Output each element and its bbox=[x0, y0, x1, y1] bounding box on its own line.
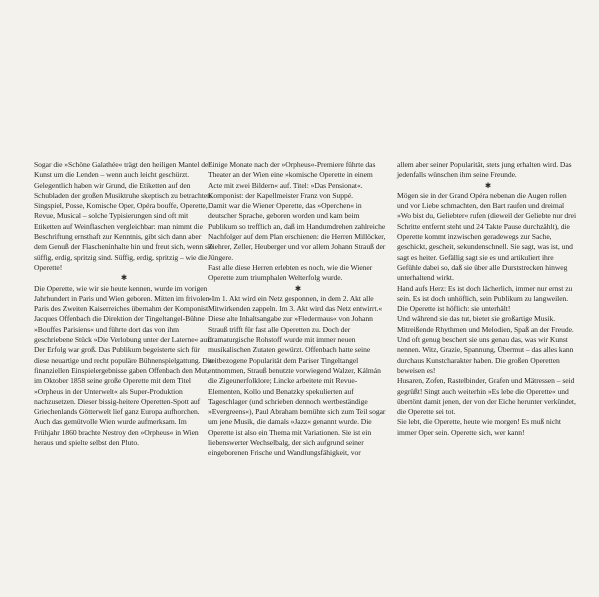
paragraph: Sogar die »Schöne Galathée« trägt den heiligen Mantel der Kunst um die Lenden – wenn auch leicht geschürzt. Gelegentlich haben wir Grund, die Etiketten auf den Schubladen der großen Musiktruhe skeptisch zu betrachten. Singspiel, Posse, Komische Oper, Opéra bouffe, Operette, Revue, Musical – solche Typisierungen sind oft mit Etiketten auf Weinflaschen vergleichbar: man nimmt die Beschriftung ernsthaft zur Kenntnis, gibt sich dann aber dem Genuß der Flascheninhalte hin und freut sich, wenn sie süffig, erdig, spritzig sind. Süffig, erdig, spritzig – wie die Operette! bbox=[34, 160, 214, 272]
text-column-1 bbox=[34, 160, 214, 448]
paragraph: Damit war die Wiener Operette, das »Operchen« in deutscher Sprache, geboren worden und kam beim Publikum so trefflich an, daß im Handumdrehen zahlreiche Nachfolger auf dem Plan erschienen: die Herren Millöcker, Ziehrer, Zeller, Heuberger und vor allem Johann Strauß der Jüngere. bbox=[208, 201, 386, 262]
paragraph: Sie lebt, die Operette, heute wie morgen! Es muß nicht immer Oper sein. Operette sich, wer kann! bbox=[397, 417, 561, 437]
paragraph: Mögen sie in der Grand Opéra nebenan die Augen rollen und vor Liebe schmachten, den Bart raufen und dreimal »Wo bist du, Geliebter« rufen (dieweil der Geliebte nur drei Schritte entfernt steht und 24 Takte Pause durchzählt), die Operette kommt inzwischen geradewegs zur Sache, geschickt, gescheit, sekundenschnell. Sie sagt, was ist, und sagt es heiter. Gefällig sagt sie es und artikuliert ihre Gefühle dabei so, daß sie über alle Durststrecken hinweg unterhaltend wirkt. bbox=[397, 190, 576, 283]
paragraph: »Im 1. Akt wird ein Netz gesponnen, in dem 2. Akt alle Mitwirkenden zappeln. Im 3. Akt wird das Netz entwirrt.« Diese alte Inhaltsangabe zur »Fledermaus« von Johann Strauß trifft für fast alle Operetten zu. Doch der dramaturgische Rohstoff wurde mit immer neuen musikalischen Zutaten gewürzt. Offenbach hatte seine zeitbezogene Popularität dem Pariser Tingeltangel entnommen, Strauß benutzte vorwiegend Walzer, Kálmán die Zigeunerfolklore; Lincke arbeitete mit Revue-Elementen, Kollo und Benatzky spekulierten auf Tageschlager (und schrieben dennoch wertbeständige »Evergreens«), Paul Abraham bemühte sich zum Teil sogar um jene Musik, die damals »Jazz« genannt wurde. Die Operette ist also ein Thema mit Variationen. Sie ist ein liebenswerter Wechselbalg, der sich aufgrund seiner eingeborenen Frische und Wandlungsfähigkeit, vor bbox=[208, 293, 386, 458]
paragraph: Der Erfolg war groß. Das Publikum begeisterte sich für diese neuartige und recht populäre Bühnenspielgattung. Die finanziellen Einspielergebnisse gaben Offenbach den Mut, im Oktober 1858 seine große Operette mit dem Titel »Orpheus in der Unterwelt« als Super-Produktion nachzusetzen. Dieser bissig-heitere Operetten-Spott auf Griechenlands Götterwelt lief ganz Europa aufhorchen. Auch das gemütvolle Wien wurde aufmerksam. Im Frühjahr 1860 brachte Nestroy den »Orpheus« in Wien heraus und spielte selbst den Pluto. bbox=[34, 345, 214, 448]
asterisk-divider-icon: ✱ bbox=[294, 283, 302, 293]
paragraph: Fast alle diese Herren erlebten es noch, wie die Wiener Operette zum triumphalen Welterfolg wurde. bbox=[208, 262, 373, 283]
paragraph: allem aber seiner Popularität, stets jung erhalten wird. Das jedenfalls wünschen ihm seine Freunde. bbox=[397, 160, 572, 180]
text-column-3 bbox=[397, 160, 579, 438]
asterisk-divider-icon: ✱ bbox=[484, 180, 492, 190]
paragraph: Die Operette, wie wir sie heute kennen, wurde im vorigen Jahrhundert in Paris und Wien geboren. Mitten im frivolen Paris des Zweiten Kaiserreiches übernahm der Komponist Jacques Offenbach die Direktion der Tingeltangel-Bühne »Bouffes Parisiens« und führte dort das von ihm geschriebene Stück »Die Verlobung unter der Laterne« auf. bbox=[34, 283, 212, 345]
paragraph: Einige Monate nach der »Orpheus«-Premiere führte das Theater an der Wien eine »komische Operette in einem Acte mit zwei Bildern« auf. Titel: »Das Pensionat«. Komponist: der Kapellmeister Franz von Suppé. bbox=[208, 160, 376, 200]
text-column-2 bbox=[208, 160, 388, 459]
asterisk-divider-icon: ✱ bbox=[120, 273, 128, 283]
paragraph: Husaren, Zofen, Rastelbinder, Grafen und Mätressen – seid gegrüßt! Singt auch weiterhin »Es lebe die Operette« und übertönt damit jenen, der von der Eiche herunter verkündet, die Operette sei tot. bbox=[397, 376, 576, 417]
paragraph: Die Operette ist höflich: sie unterhält! bbox=[397, 304, 511, 314]
paragraph: Hand aufs Herz: Es ist doch lächerlich, immer nur ernst zu sein. Es ist doch unhöflich, sein Publikum zu langweilen. bbox=[397, 283, 573, 303]
paragraph: Und während sie das tut, bietet sie großartige Musik. Mitreißende Rhythmen und Melodien, Spaß an der Freude. Und oft genug beschert sie uns genau das, was wir Kunst nennen. Witz, Grazie, Spannung, Übermut – das alles kann durchaus Kunstcharakter haben. Die großen Operetten beweisen es! bbox=[397, 314, 574, 375]
